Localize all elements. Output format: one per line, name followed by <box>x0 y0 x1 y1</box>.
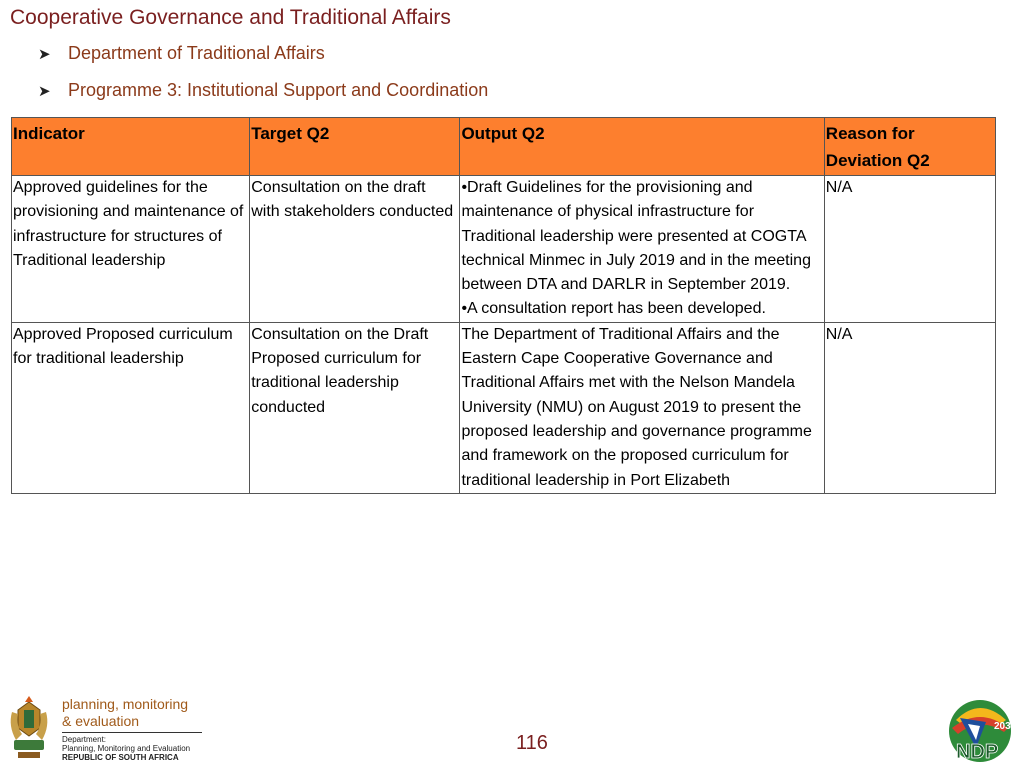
cell-target: Consultation on the draft with stakeholders conducted <box>250 176 460 323</box>
arrow-bullet-icon: ➤ <box>38 45 51 63</box>
logo-main-line: & evaluation <box>62 713 140 729</box>
logo-sub-line: REPUBLIC OF SOUTH AFRICA <box>62 753 179 762</box>
cell-reason: N/A <box>824 176 995 323</box>
cell-indicator: Approved guidelines for the provisioning and maintenance of infrastructure for structures of Traditional leadership <box>12 176 250 323</box>
coat-of-arms-icon <box>4 696 54 764</box>
logo-text <box>62 696 202 762</box>
bullet-department <box>38 43 325 64</box>
performance-table <box>11 117 996 494</box>
output-text: The Department of Traditional Affairs and the Eastern Cape Cooperative Governance and Traditional Affairs met with the Nelson Mandela University (NMU) on August 2019 to present the proposed leadership and governance programme and framework on the proposed curriculum for traditional leadership in Port Elizabeth <box>461 325 812 489</box>
arrow-bullet-icon: ➤ <box>38 82 51 100</box>
bullet-programme-text: Programme 3: Institutional Support and Coordination <box>68 80 489 100</box>
ndp-logo-icon <box>946 698 1017 764</box>
table-header-row <box>12 118 996 176</box>
logo-divider <box>62 732 202 733</box>
dpme-logo <box>4 696 204 766</box>
ndp-year: 2030 <box>994 721 1017 732</box>
bullet-programme <box>38 80 488 101</box>
cell-indicator: Approved Proposed curriculum for traditional leadership <box>12 322 250 493</box>
logo-sub-line: Department: <box>62 735 107 744</box>
cell-target: Consultation on the Draft Proposed curriculum for traditional leadership conducted <box>250 322 460 493</box>
table-row <box>12 176 996 323</box>
cell-output <box>460 176 824 323</box>
output-bullet: •A consultation report has been developed. <box>461 300 766 318</box>
logo-sub-line: Planning, Monitoring and Evaluation <box>62 744 191 753</box>
table-row <box>12 322 996 493</box>
logo-main-line: planning, monitoring <box>62 696 189 712</box>
column-header-output: Output Q2 <box>460 118 824 176</box>
column-header-reason: Reason for Deviation Q2 <box>824 118 995 176</box>
bullet-department-text: Department of Traditional Affairs <box>68 43 325 63</box>
column-header-indicator: Indicator <box>12 118 250 176</box>
cell-reason: N/A <box>824 322 995 493</box>
cell-output <box>460 322 824 493</box>
output-bullet: •Draft Guidelines for the provisioning and maintenance of physical infrastructure for Traditional leadership were presented at COGTA technical Minmec in July 2019 and in the meeting between DTA and DARLR in September 2019. <box>461 179 811 294</box>
column-header-target: Target Q2 <box>250 118 460 176</box>
page-number: 116 <box>516 732 548 754</box>
ndp-label: NDP <box>956 741 999 763</box>
slide-title: Cooperative Governance and Traditional Affairs <box>10 6 451 29</box>
